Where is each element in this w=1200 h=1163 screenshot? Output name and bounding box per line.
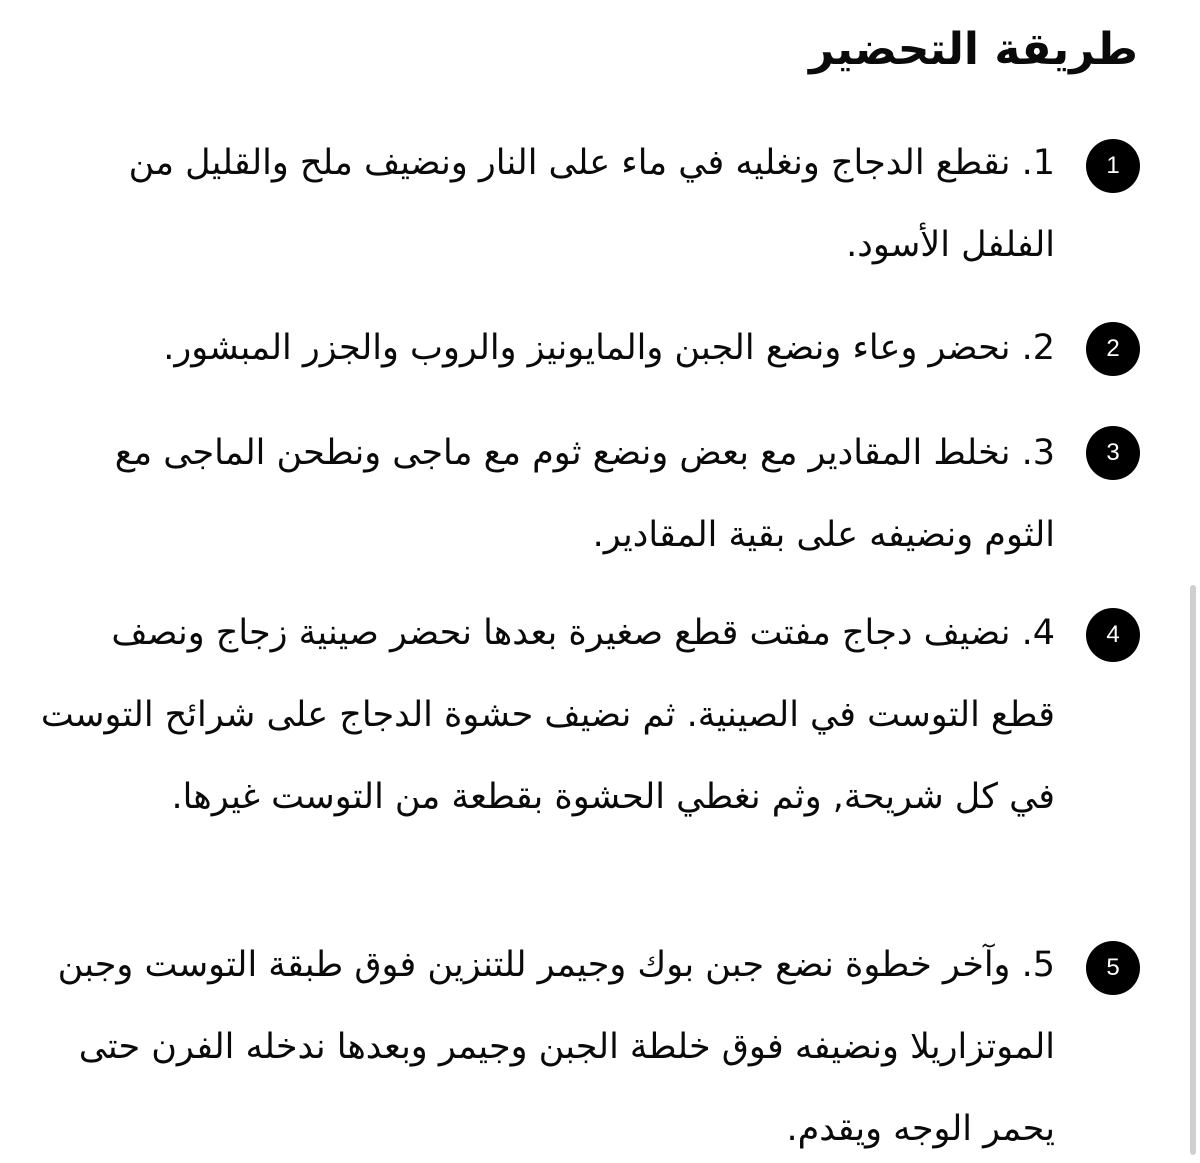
step-item	[40, 122, 1140, 286]
step-text: 3. نخلط المقادير مع بعض ونضع ثوم مع ماجى ونطحن الماجى مع الثوم ونضيفه على بقية المقادير.	[114, 433, 1055, 555]
step-number-badge: 4	[1086, 608, 1140, 662]
step-text: 5. وآخر خطوة نضع جبن بوك وجيمر للتنزين فوق طبقة التوست وجبن الموتزاريلا ونضيفه فوق خلطة الجبن وجيمر وبعدها ندخله الفرن حتى يحمر الوجه ويقدم.	[57, 945, 1055, 1149]
step-number-badge: 3	[1086, 426, 1140, 480]
step-item	[40, 412, 1140, 576]
step-number-badge: 1	[1086, 139, 1140, 193]
step-number-badge: 5	[1086, 941, 1140, 995]
step-text: 1. نقطع الدجاج ونغليه في ماء على النار ونضيف ملح والقليل من الفلفل الأسود.	[128, 143, 1055, 265]
step-number-badge: 2	[1086, 322, 1140, 376]
step-item	[40, 924, 1140, 1163]
step-text: 2. نحضر وعاء ونضع الجبن والمايونيز والروب والجزر المبشور.	[163, 328, 1055, 368]
step-item	[40, 592, 1140, 838]
page-title: طريقة التحضير	[809, 24, 1138, 75]
scrollbar-thumb[interactable]	[1190, 585, 1196, 1155]
step-text: 4. نضيف دجاج مفتت قطع صغيرة بعدها نحضر صينية زجاج ونصف قطع التوست في الصينية. ثم نضيف حشوة الدجاج على شرائح التوست في كل شريحة, وثم نغطي الحشوة بقطعة من التوست غيرها.	[40, 613, 1055, 817]
step-item	[40, 307, 1140, 389]
